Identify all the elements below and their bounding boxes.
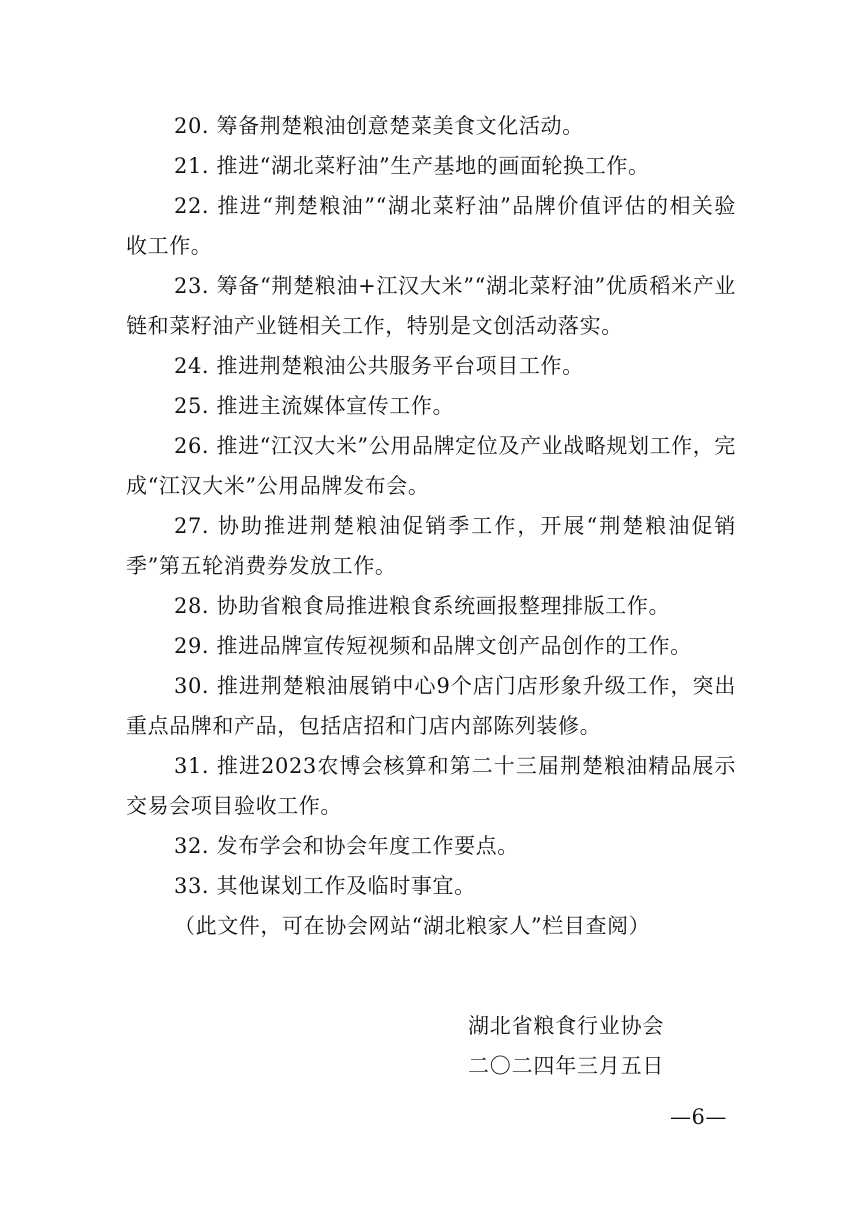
- work-item-33: 33. 其他谋划工作及临时事宜。: [174, 874, 476, 898]
- work-item-28: 28. 协助省粮食局推进粮食系统画报整理排版工作。: [174, 594, 671, 618]
- work-item-32: 32. 发布学会和协会年度工作要点。: [174, 834, 519, 858]
- work-item-20: 20. 筹备荆楚粮油创意楚菜美食文化活动。: [174, 114, 584, 138]
- work-item-22: 22. 推进“荆楚粮油”“湖北菜籽油”品牌价值评估的相关验收工作。: [126, 194, 736, 258]
- signing-organization: 湖北省粮食行业协会: [468, 1014, 665, 1038]
- work-item-24: 24. 推进荆楚粮油公共服务平台项目工作。: [174, 354, 584, 378]
- work-item-30: 30. 推进荆楚粮油展销中心9个店门店形象升级工作，突出重点品牌和产品，包括店招和门店内部陈列装修。: [126, 674, 736, 738]
- reference-note: （此文件，可在协会网站“湖北粮家人”栏目查阅）: [174, 914, 651, 938]
- work-item-31: 31. 推进2023农博会核算和第二十三届荆楚粮油精品展示交易会项目验收工作。: [126, 754, 736, 818]
- signature-block: [468, 1006, 748, 1086]
- work-item-23: 23. 筹备“荆楚粮油+江汉大米”“湖北菜籽油”优质稻米产业链和菜籽油产业链相关工作，特别是文创活动落实。: [126, 274, 736, 338]
- page-number: —6—: [670, 1105, 727, 1129]
- work-item-21: 21. 推进“湖北菜籽油”生产基地的画面轮换工作。: [174, 154, 650, 178]
- work-item-26: 26. 推进“江汉大米”公用品牌定位及产业战略规划工作，完成“江汉大米”公用品牌发布会。: [126, 434, 736, 498]
- work-items-list: [126, 106, 736, 946]
- signing-date: 二〇二四年三月五日: [468, 1054, 665, 1078]
- work-item-25: 25. 推进主流媒体宣传工作。: [174, 394, 455, 418]
- work-item-29: 29. 推进品牌宣传短视频和品牌文创产品创作的工作。: [174, 634, 692, 658]
- work-item-27: 27. 协助推进荆楚粮油促销季工作，开展“荆楚粮油促销季”第五轮消费券发放工作。: [126, 514, 736, 578]
